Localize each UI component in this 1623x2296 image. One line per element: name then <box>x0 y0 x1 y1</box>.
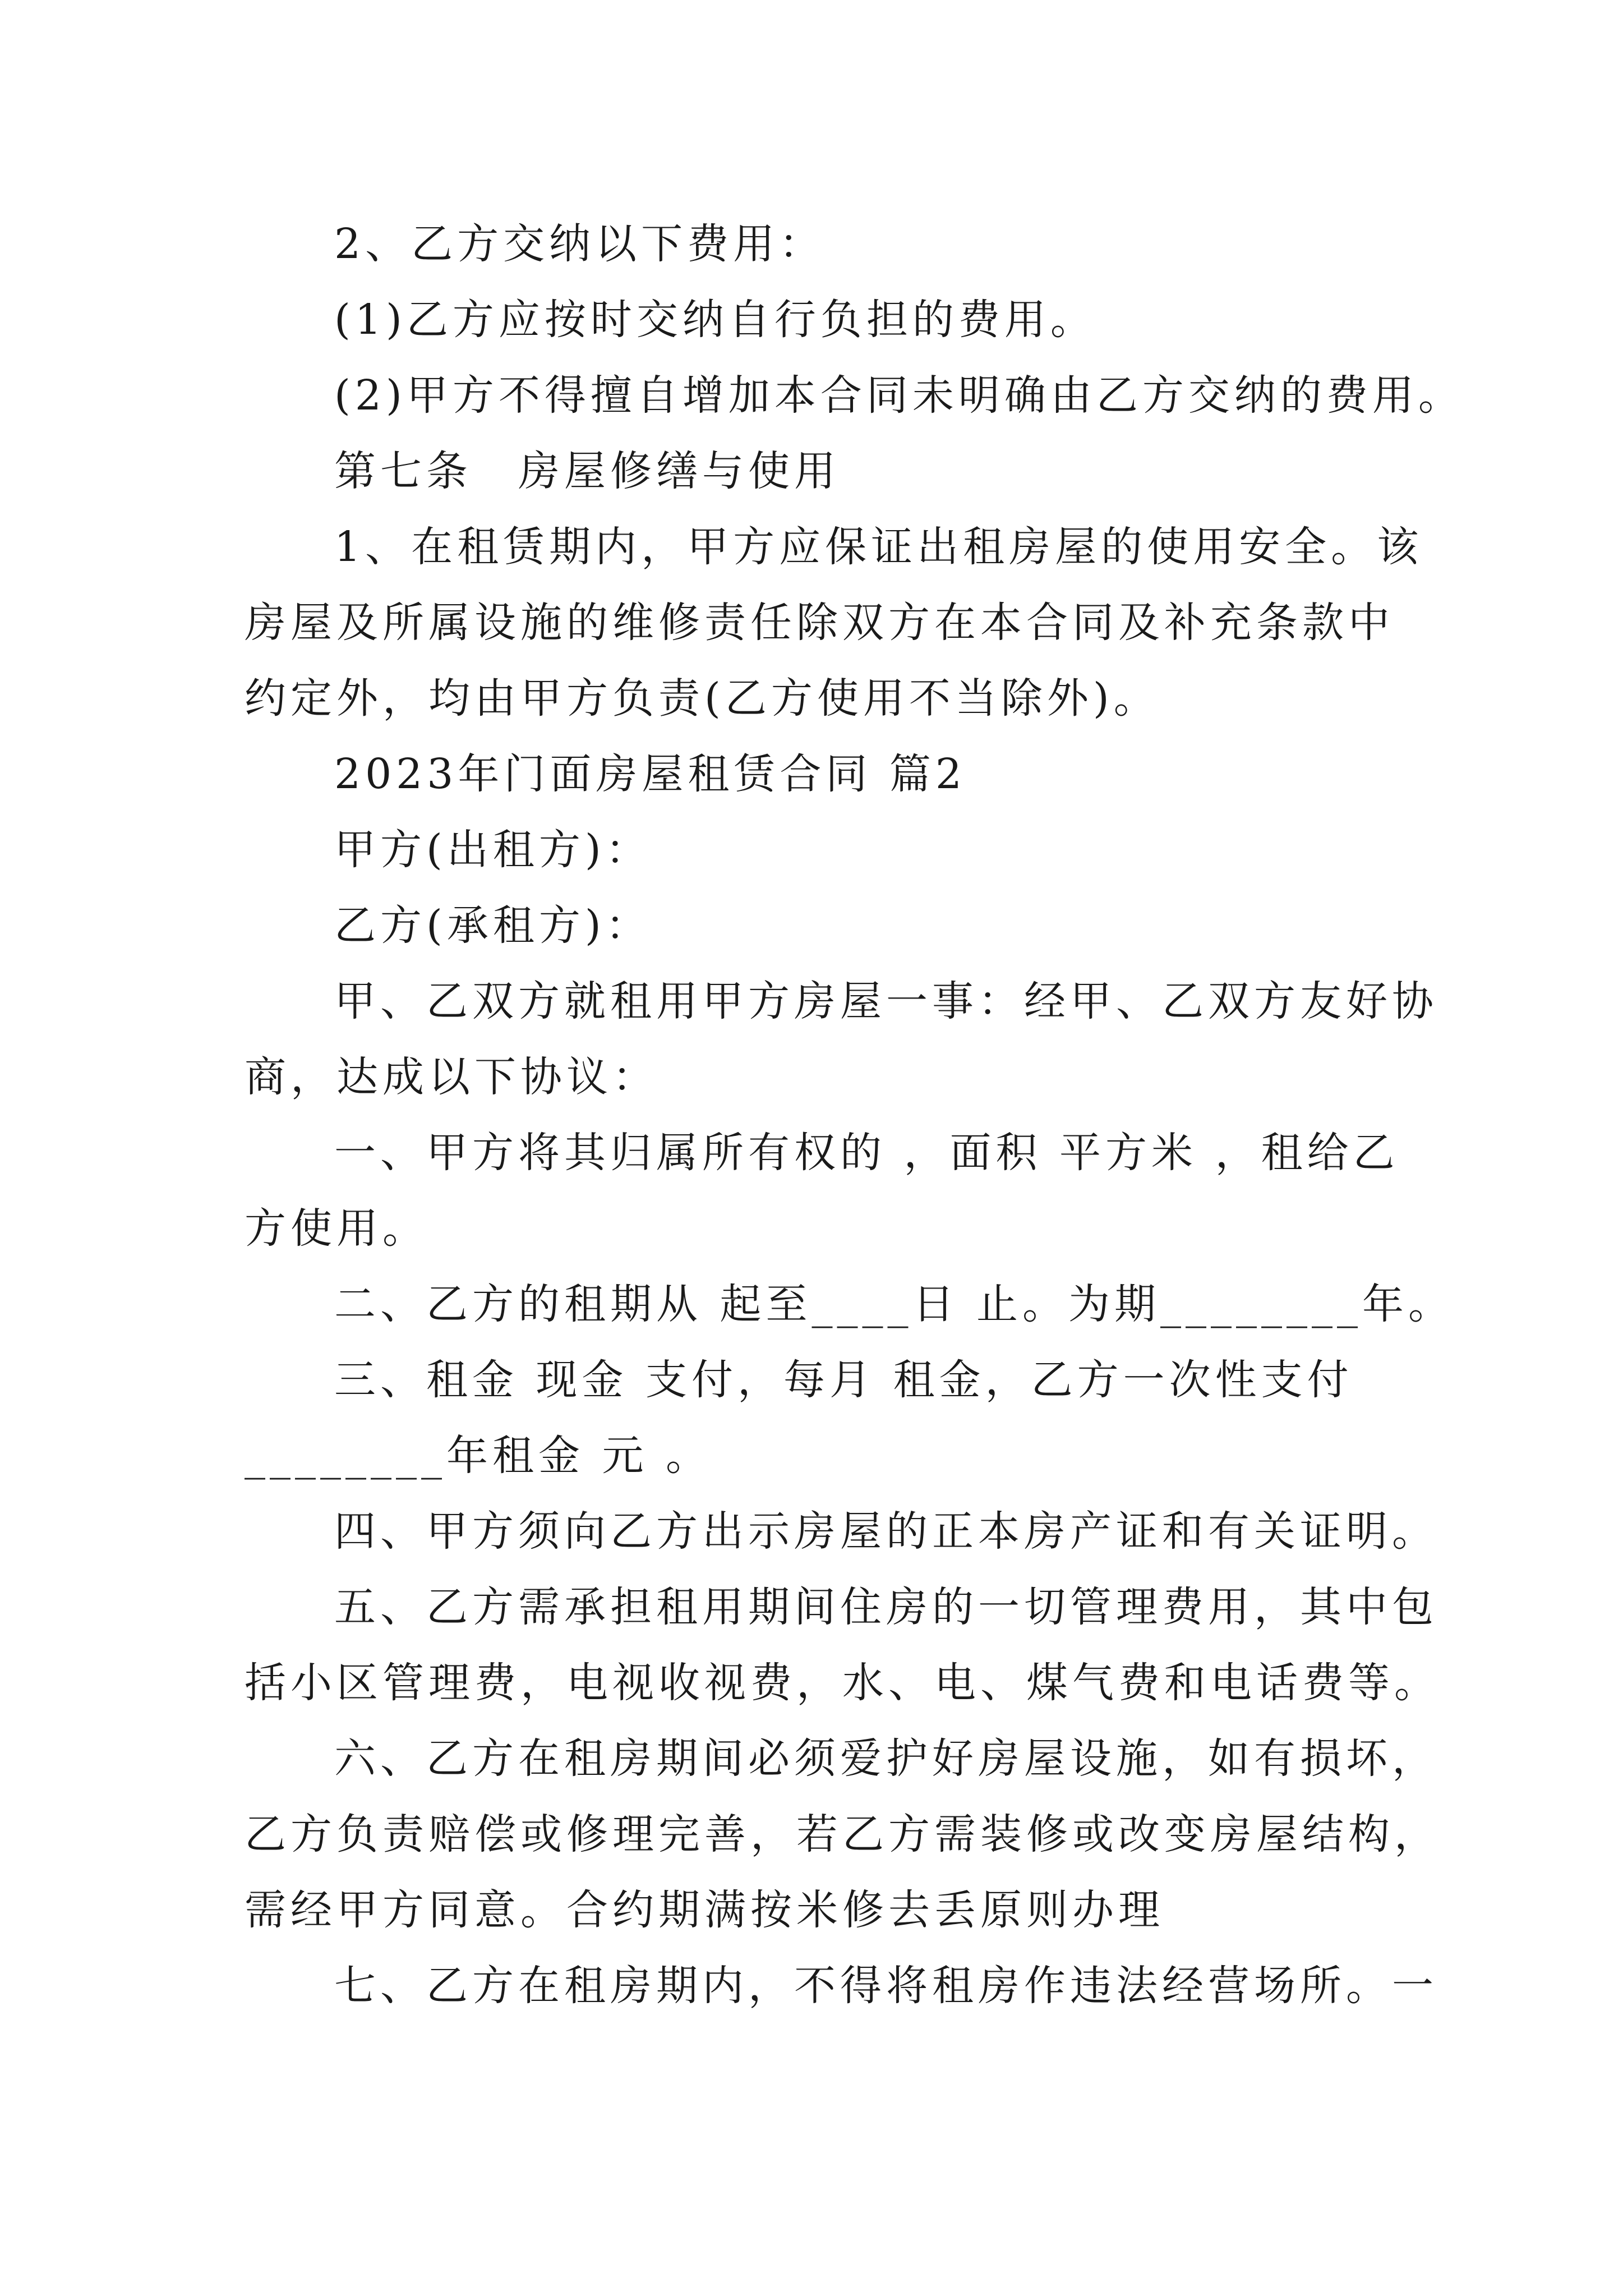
paragraph-line: 一、甲方将其归属所有权的 ，面积 平方米 ，租给乙 <box>334 1129 1399 1177</box>
paragraph-line: ________年租金 元 。 <box>245 1432 712 1480</box>
document-title-line: 2023年门面房屋租赁合同 篇2 <box>334 750 966 798</box>
paragraph-line: 乙方负责赔偿或修理完善，若乙方需装修或改变房屋结构， <box>245 1810 1440 1858</box>
paragraph-line: 六、乙方在租房期间必须爱护好房屋设施，如有损坏， <box>334 1734 1438 1783</box>
paragraph-line: 1、在租赁期内，甲方应保证出租房屋的使用安全。该 <box>334 523 1423 571</box>
paragraph-line: 五、乙方需承担租用期间住房的一切管理费用，其中包 <box>334 1583 1438 1631</box>
party-b-line: 乙方(承租方)： <box>334 901 652 950</box>
paragraph-line: (1)乙方应按时交纳自行负担的费用。 <box>334 296 1096 344</box>
paragraph-line: 七、乙方在租房期内，不得将租房作违法经营场所。一 <box>334 1962 1438 2010</box>
paragraph-line: 约定外，均由甲方负责(乙方使用不当除外)。 <box>245 674 1160 723</box>
party-a-line: 甲方(出租方)： <box>334 826 652 874</box>
paragraph-line: 2、乙方交纳以下费用： <box>334 220 826 268</box>
paragraph-line: 二、乙方的租期从 起至____日 止。为期________年。 <box>334 1280 1455 1328</box>
paragraph-line: 需经甲方同意。合约期满按米修去丢原则办理 <box>245 1886 1164 1934</box>
paragraph-line: 房屋及所属设施的维修责任除双方在本合同及补充条款中 <box>245 599 1394 647</box>
paragraph-line: 四、甲方须向乙方出示房屋的正本房产证和有关证明。 <box>334 1507 1438 1556</box>
paragraph-line: 方使用。 <box>245 1204 428 1253</box>
section-heading: 第七条 房屋修缮与使用 <box>334 447 840 495</box>
paragraph-line: (2)甲方不得擅自增加本合同未明确由乙方交纳的费用。 <box>334 371 1464 420</box>
paragraph-line: 括小区管理费，电视收视费，水、电、煤气费和电话费等。 <box>245 1659 1440 1707</box>
paragraph-line: 三、租金 现金 支付，每月 租金，乙方一次性支付 <box>334 1356 1353 1404</box>
paragraph-line: 甲、乙双方就租用甲方房屋一事：经甲、乙双方友好协 <box>334 977 1438 1025</box>
paragraph-line: 商，达成以下协议： <box>245 1053 658 1101</box>
